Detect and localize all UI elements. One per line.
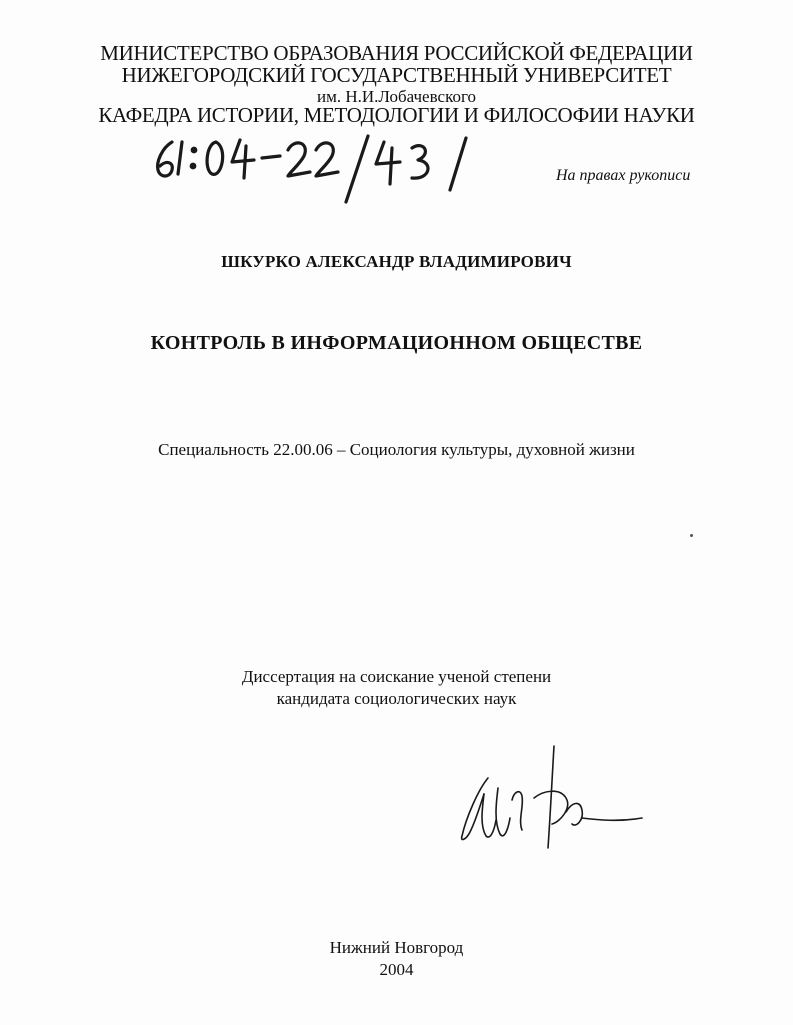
university-namesake: им. Н.И.Лобачевского xyxy=(316,87,477,106)
scan-speck xyxy=(690,534,693,537)
university-heading: НИЖЕГОРОДСКИЙ ГОСУДАРСТВЕННЫЙ УНИВЕРСИТЕТ xyxy=(121,63,672,87)
degree-line-1: Диссертация на соискание ученой степени xyxy=(241,667,552,686)
city: Нижний Новгород xyxy=(329,938,464,957)
manuscript-rights-note: На правах рукописи xyxy=(556,167,691,184)
author-name: ШКУРКО АЛЕКСАНДР ВЛАДИМИРОВИЧ xyxy=(221,252,572,271)
author-signature xyxy=(448,740,648,850)
department-heading: КАФЕДРА ИСТОРИИ, МЕТОДОЛОГИИ И ФИЛОСОФИИ НАУКИ xyxy=(98,103,695,127)
dissertation-title: КОНТРОЛЬ В ИНФОРМАЦИОННОМ ОБЩЕСТВЕ xyxy=(150,332,643,354)
year: 2004 xyxy=(379,960,414,979)
ministry-heading: МИНИСТЕРСТВО ОБРАЗОВАНИЯ РОССИЙСКОЙ ФЕДЕРАЦИИ xyxy=(100,41,693,65)
handwritten-archive-number xyxy=(150,128,490,208)
specialty-line: Специальность 22.00.06 – Социология культуры, духовной жизни xyxy=(158,440,635,459)
degree-line-2: кандидата социологических наук xyxy=(276,689,517,708)
